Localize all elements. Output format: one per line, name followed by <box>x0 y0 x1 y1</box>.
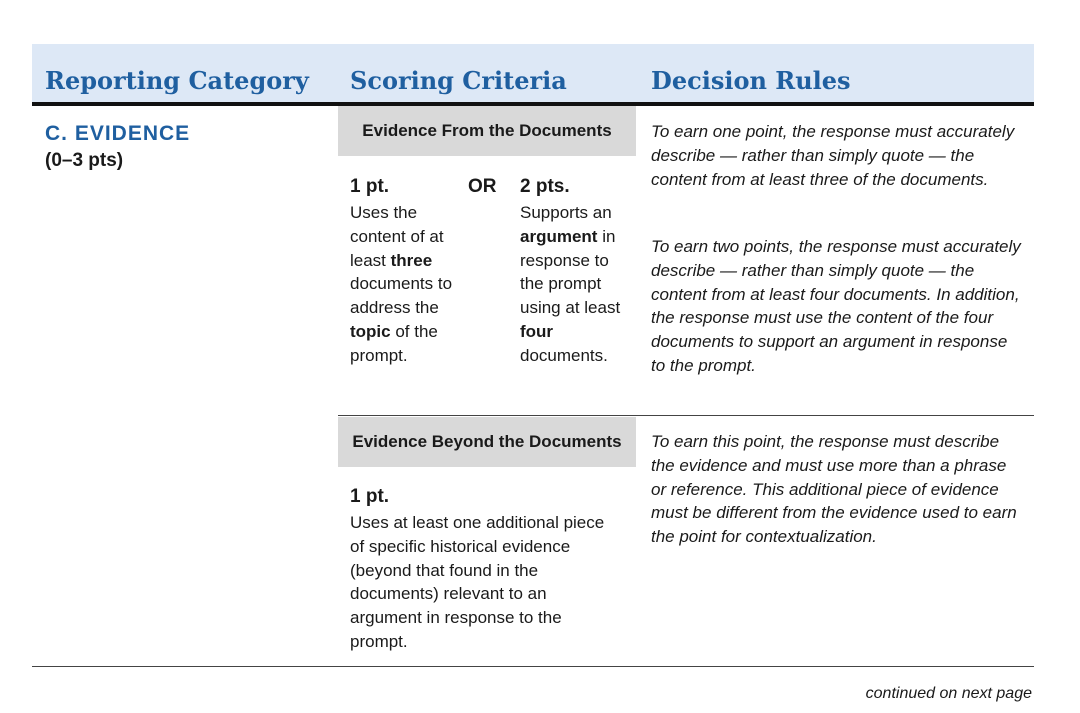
two-points-criterion: Supports an argument in response to the prompt using at least four documents. <box>520 203 621 365</box>
continued-note: continued on next page <box>865 685 1032 702</box>
decision-rule-one-point: To earn one point, the response must accurately describe — rather than simply quote — the content from at least three of the documents. <box>651 122 1015 189</box>
category-points: (0–3 pts) <box>45 150 124 171</box>
one-point-label: 1 pt. <box>350 176 390 197</box>
table-bottom-rule <box>32 666 1034 667</box>
header-decision-rules: Decision Rules <box>651 66 851 95</box>
header-reporting-category: Reporting Category <box>45 66 309 95</box>
decision-rule-beyond: To earn this point, the response must describe the evidence and must use more than a phrase or reference. This additional piece of evidence must be different from the evidence used to earn the point for contextualization. <box>651 432 1017 547</box>
or-label: OR <box>468 176 497 197</box>
beyond-documents-subheading: Evidence Beyond the Documents <box>338 417 636 467</box>
beyond-criterion: Uses at least one additional piece of specific historical evidence (beyond that found in the documents) relevant to an argument in response to the prompt. <box>350 513 605 651</box>
beyond-point-label: 1 pt. <box>350 486 390 507</box>
documents-subheading: Evidence From the Documents <box>338 106 636 156</box>
header-scoring-criteria: Scoring Criteria <box>350 66 567 95</box>
row-divider <box>338 415 1034 416</box>
category-title: C. EVIDENCE <box>45 122 191 145</box>
two-points-label: 2 pts. <box>520 176 570 197</box>
decision-rule-two-points: To earn two points, the response must accurately describe — rather than simply quote — the content from at least four documents. In addition, the response must use the content of the four documents to support an argument in response to the prompt. <box>651 237 1021 375</box>
one-point-criterion: Uses the content of at least three documents to address the topic of the prompt. <box>350 203 453 365</box>
